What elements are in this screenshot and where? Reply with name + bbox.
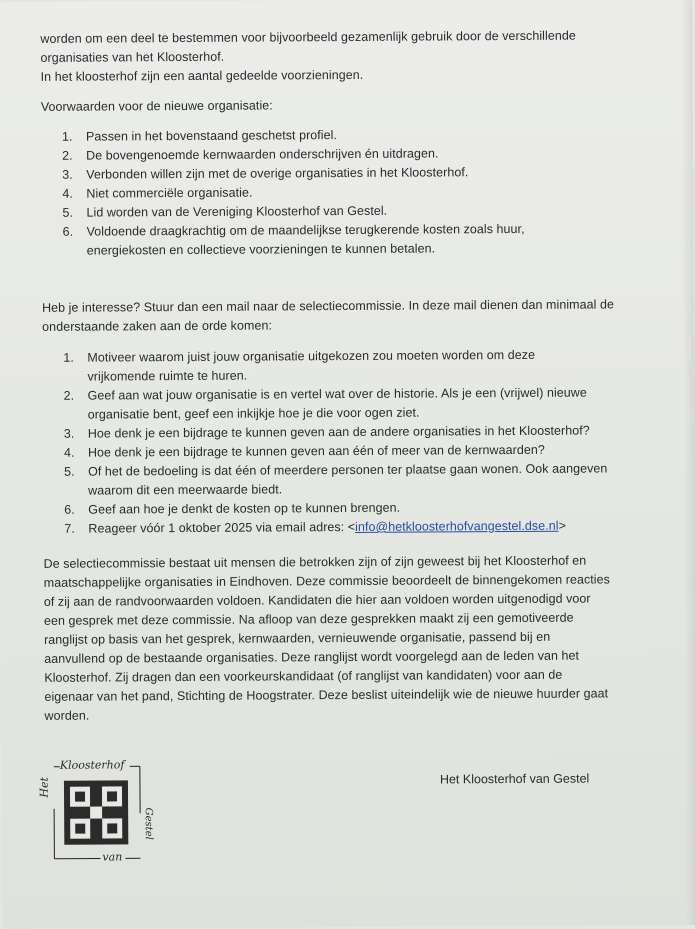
committee-paragraph	[44, 551, 665, 726]
list-item	[42, 219, 642, 261]
committee-line: worden.	[44, 703, 664, 726]
interest-line: onderstaande zaken aan de orde komen:	[42, 314, 657, 337]
list-text: Voldoende draagkrachtig om de maandelijkse terugkerende kosten zoals huur,	[87, 219, 642, 241]
signature: Het Kloosterhof van Gestel	[440, 772, 589, 787]
list-text: Motiveer waarom juist jouw organisatie uitgekozen zou moeten worden om deze	[87, 345, 652, 367]
intro-paragraph	[40, 26, 640, 87]
committee-line: een gesprek met deze commissie. Na afloop van deze gesprekken maakt zij een gemotiveerde	[44, 608, 664, 631]
intro-line: worden om een deel te bestemmen voor bijvoorbeeld gezamenlijk gebruik door de verschillende	[40, 26, 640, 49]
list-number: 3.	[62, 166, 73, 185]
interest-paragraph	[42, 295, 657, 337]
logo-text-top: Kloosterhof	[60, 758, 125, 771]
logo-text-left: Het	[38, 777, 51, 798]
list-text	[88, 516, 653, 538]
list-item	[43, 383, 653, 425]
list-number: 5.	[62, 204, 73, 223]
conditions-list	[41, 124, 642, 261]
logo-text-right: Gestel	[143, 808, 154, 840]
list-text: Geef aan wat jouw organisatie is en vertel wat over de historie. Als je een (vrijwel) nieuwe	[88, 383, 653, 405]
list-text: Verbonden willen zijn met de overige organisaties in het Kloosterhof.	[86, 162, 641, 184]
list-text: organisatie bent, geef een inkijkje hoe je die voor ogen ziet.	[88, 402, 653, 424]
kloosterhof-logo	[40, 758, 161, 869]
list-number: 1.	[62, 128, 73, 147]
committee-line: of zij aan de randvoorwaarden voldoen. Kandidaten die hier aan voldoen worden uitgenodigd voor	[44, 589, 664, 612]
list-number: 4.	[62, 185, 73, 204]
list-item	[43, 516, 653, 539]
list-item	[43, 459, 653, 501]
list-text: Of het de bedoeling is dat één of meerdere personen ter plaatse gaan wonen. Ook aangeven	[88, 459, 653, 481]
intro-line: organisaties van het Kloosterhof.	[40, 45, 640, 68]
list-number: 6.	[64, 501, 75, 520]
list-item	[42, 345, 652, 387]
conditions-heading: Voorwaarden voor de nieuwe organisatie:	[41, 96, 273, 116]
interest-list	[42, 345, 653, 539]
committee-line: aanvullend op de bestaande organisaties. Deze ranglijst wordt voorgelegd aan de leden van het	[44, 646, 664, 669]
list-text: energiekosten en collectieve voorzieningen te kunnen betalen.	[87, 238, 642, 260]
committee-line: De selectiecommissie bestaat uit mensen die betrokken zijn of zijn geweest bij het Kloosterhof en	[44, 551, 664, 574]
list-number: 6.	[63, 223, 74, 242]
committee-line: ranglijst op basis van het gesprek, kernwaarden, vernieuwende organisatie, passend bij en	[44, 627, 664, 650]
list-number: 2.	[62, 147, 73, 166]
list-text: De bovengenoemde kernwaarden onderschrijven én uitdragen.	[86, 143, 641, 165]
list-number: 7.	[64, 520, 75, 539]
committee-line: Kloosterhof. Zij dragen dan een voorkeurskandidaat (of ranglijst van kandidaten) voor aan de	[44, 665, 664, 688]
logo-text-bottom: van	[102, 850, 122, 863]
list-number: 1.	[63, 349, 74, 368]
list-text: Hoe denk je een bijdrage te kunnen geven aan de andere organisaties in het Kloosterhof?	[88, 421, 653, 443]
email-suffix: >	[558, 519, 565, 533]
list-text: Lid worden van de Vereniging Kloosterhof van Gestel.	[86, 200, 641, 222]
cloister-mark	[64, 780, 128, 844]
list-text: Geef aan hoe je denkt de kosten op te kunnen brengen.	[88, 497, 653, 519]
email-prefix: Reageer vóór 1 oktober 2025 via email adres: <	[88, 520, 355, 536]
list-text: Passen in het bovenstaand geschetst profiel.	[86, 124, 641, 146]
list-text: waarom dit een meerwaarde biedt.	[88, 478, 653, 500]
committee-line: eigenaar van het pand, Stichting de Hoogstrater. Deze beslist uiteindelijk wie de nieuwe huurder gaat	[44, 684, 664, 707]
list-number: 4.	[64, 444, 75, 463]
page-edge-shadow	[680, 0, 695, 925]
interest-line: Heb je interesse? Stuur dan een mail naar de selectiecommissie. In deze mail dienen dan minimaal de	[42, 295, 657, 318]
list-number: 3.	[64, 425, 75, 444]
intro-line: In het kloosterhof zijn een aantal gedeelde voorzieningen.	[41, 64, 641, 87]
list-text: Niet commerciële organisatie.	[86, 181, 641, 203]
list-text: vrijkomende ruimte te huren.	[87, 364, 652, 386]
committee-line: maatschappelijke organisaties in Eindhoven. Deze commissie beoordeelt de binnengekomen reacties	[44, 570, 664, 593]
email-link[interactable]: info@hetkloosterhofvangestel.dse.nl	[355, 519, 559, 534]
list-number: 2.	[64, 387, 75, 406]
list-text: Hoe denk je een bijdrage te kunnen geven aan één of meer van de kernwaarden?	[88, 440, 653, 462]
list-number: 5.	[64, 463, 75, 482]
